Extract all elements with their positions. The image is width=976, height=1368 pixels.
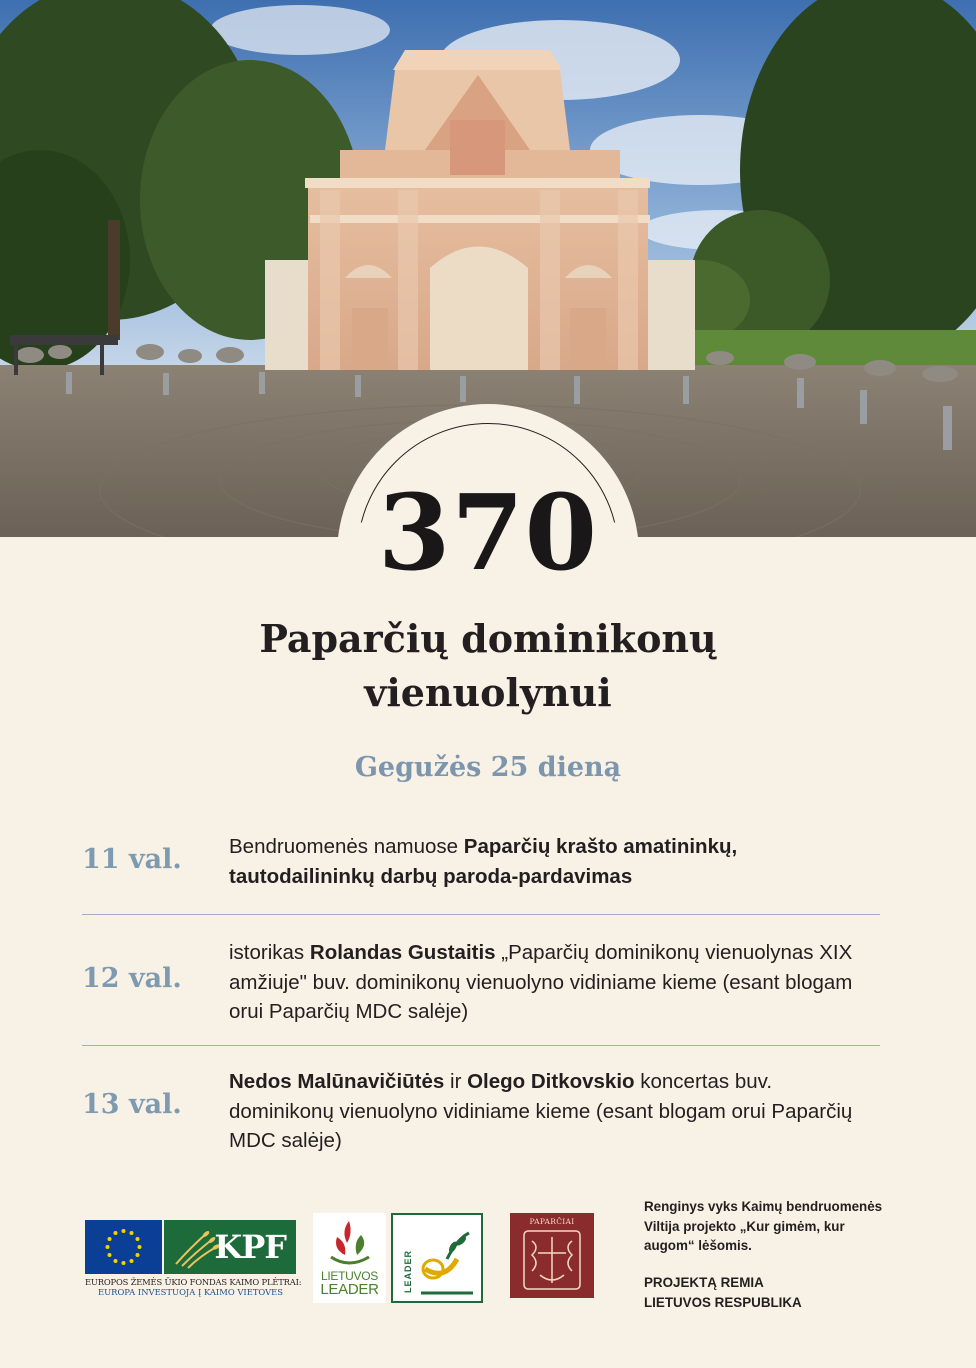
- sponsor-note: Renginys vyks Kaimų bendruomenės Viltija projekto „Kur gimėm, kur augom“ lėšomis.: [644, 1199, 883, 1253]
- anniversary-number: 370: [377, 471, 599, 594]
- leader-caption-line1: LIETUVOS: [321, 1269, 378, 1283]
- desc-part: koncertas buv. dominikonų vienuolyno vidiniame kieme (esant blogam orui Paparčių MDC salėje): [229, 1070, 853, 1152]
- kpf-logo: [164, 1220, 296, 1274]
- leader-plant-icon: [417, 1219, 477, 1299]
- leader-caption-line2: LEADER: [320, 1281, 379, 1298]
- crest-icon: [510, 1213, 594, 1298]
- eu-fund-caption: EUROPOS ŽEMĖS ŪKIO FONDAS KAIMO PLĖTRAI:: [85, 1277, 302, 1287]
- paparciai-logo: [510, 1213, 594, 1298]
- support-note: [644, 1273, 894, 1312]
- desc-part-bold: Paparčių krašto amatininkų, tautodailininkų darbų paroda-pardavimas: [229, 835, 738, 888]
- kpf-logo-text: KPF: [214, 1228, 286, 1266]
- support-line-1: PROJEKTĄ REMIA: [644, 1275, 764, 1290]
- title-line-1: Paparčių dominikonų: [259, 616, 717, 661]
- divider: [82, 914, 880, 915]
- event-time: 12 val.: [82, 963, 182, 994]
- divider: [82, 1045, 880, 1046]
- event-description: [229, 832, 879, 891]
- schedule-item-13: [82, 1067, 880, 1159]
- event-time: 11 val.: [82, 844, 182, 875]
- desc-part: istorikas: [229, 941, 310, 964]
- eu-slogan-caption: EUROPA INVESTUOJA Į KAIMO VIETOVES: [97, 1287, 284, 1297]
- paparciai-logo-name: PAPARČIAI: [529, 1217, 575, 1226]
- leader-logo: [391, 1213, 483, 1303]
- desc-part: Bendruomenės namuose: [229, 835, 464, 858]
- lietuvos-leader-caption: [313, 1270, 386, 1296]
- desc-part: „Paparčių dominikonų vienuolynas XIX amžiuje" buv. dominikonų vienuolyno vidiniame kieme (esant blogam orui Paparčių MDC salėje): [229, 941, 853, 1023]
- eu-kpf-logo: [85, 1220, 302, 1297]
- support-line-2: LIETUVOS RESPUBLIKA: [644, 1294, 802, 1310]
- event-time: 13 val.: [82, 1089, 182, 1120]
- schedule-item-11: [82, 832, 880, 896]
- desc-part-bold: Nedos Malūnavičiūtės: [229, 1070, 445, 1093]
- lietuvos-leader-logo: [313, 1213, 386, 1303]
- event-description: [229, 1067, 879, 1156]
- leader-vertical-word: LEADER: [403, 1249, 413, 1293]
- page-title: [0, 612, 976, 720]
- event-description: [229, 938, 879, 1027]
- desc-part: ir: [444, 1070, 468, 1093]
- desc-part-bold: Rolandas Gustaitis: [309, 941, 496, 964]
- title-line-2: vienuolynui: [364, 670, 612, 715]
- desc-part-bold: Olego Ditkovskio: [467, 1070, 635, 1093]
- eu-flag-icon: [85, 1220, 162, 1274]
- event-date: Gegužės 25 dieną: [354, 752, 622, 783]
- leaf-icon: [313, 1213, 386, 1269]
- schedule-item-12: [82, 938, 880, 1030]
